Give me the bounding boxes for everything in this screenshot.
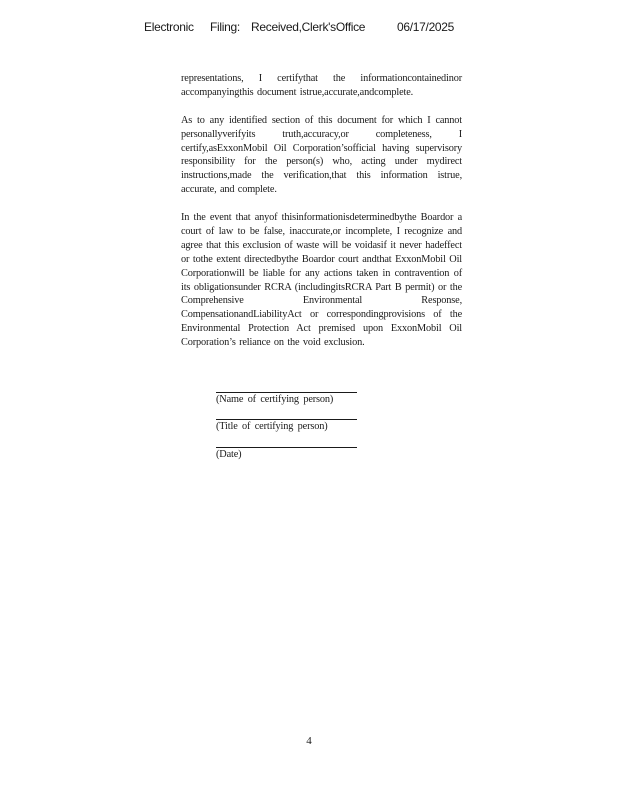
signature-date-block [216, 447, 357, 460]
header-date: 06/17/2025 [397, 20, 455, 34]
signature-date-label: (Date) [216, 449, 242, 460]
header-received: Received,Clerk'sOffice [251, 20, 366, 34]
page-number: 4 [306, 735, 312, 747]
signature-name-label: (Name of certifying person) [216, 394, 334, 405]
signature-title-block [216, 419, 357, 432]
certification-text [181, 72, 462, 364]
signature-title-label: (Title of certifying person) [216, 421, 328, 432]
paragraph-event-false: In the event that anyof thisinformationisdeterminedbythe Boardor a court of law to be false, inaccurate,or incomplete, I recognize and agree that this exclusion of waste will be voidasif it never hadeffect or tothe extent directedbythe Boardor court andthat ExxonMobil Oil Corporationwill be liable for any actions taken in contravention of its obligationsunder RCRA (includingitsRCRA Part B permit) or the Comprehensive Environmental Response, CompensationandLiabilityAct or correspondingprovisions of the Environmental Protection Act premised upon ExxonMobil Oil Corporation’s reliance on the void exclusion. [181, 212, 462, 349]
paragraph-identified-section: As to any identified section of this document for which I cannot personallyverifyits truth,accuracy,or completeness, I certify,asExxonMobil Oil Corporation’sofficial having supervisory responsibility for the person(s) who, acting under mydirect instructions,made the verification,that this information istrue, accurate, and complete. [181, 114, 462, 196]
header-filing: Filing: [210, 20, 240, 34]
signature-name-block [216, 392, 357, 405]
paragraph-representations: representations, I certifythat the informationcontainedinor accompanyingthis document istrue,accurate,andcomplete. [181, 73, 462, 98]
header-electronic: Electronic [144, 20, 194, 34]
